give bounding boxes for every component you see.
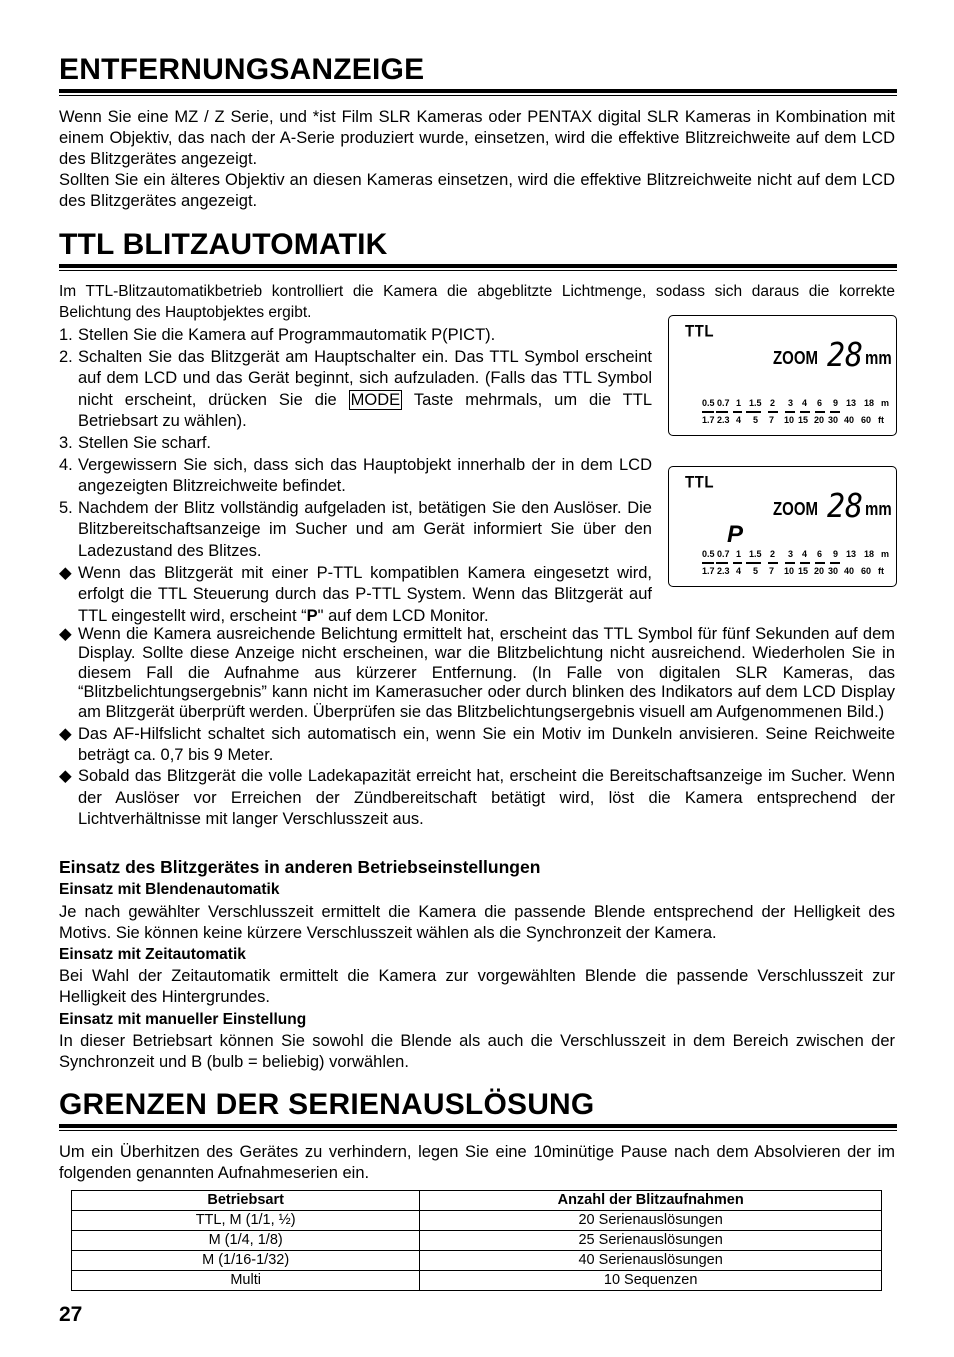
bullet-text: Wenn das Blitzgerät mit einer P-TTL kompatiblen Kamera eingesetzt wird, erfolgt die TTL Steuerung durch das P-TTL System. Wenn das Blitzgerät auf TTL eingestellt wird, erscheint “	[78, 563, 652, 625]
paragraph: Im TTL-Blitzautomatikbetrieb kontrolliert die Kamera die abgeblitzte Lichtmenge, sodass sich daraus die korrekte Belichtung des Hauptobjektes ergibt.	[59, 283, 895, 321]
paragraph: Bei Wahl der Zeitautomatik ermittelt die Kamera zur vorgewählten Blende die passende Verschlusszeit zur Helligkeit des Hintergrundes.	[59, 967, 895, 1006]
table-row	[72, 1251, 882, 1271]
scale-tick-label: 1.7	[702, 566, 715, 576]
scale-tick-label: 4	[802, 398, 808, 408]
scale-tick-label: 30	[828, 415, 839, 425]
scale-tick-label: 20	[814, 415, 825, 425]
scale-tick-label: 0.7	[717, 549, 730, 559]
lcd-display-pttl	[668, 466, 897, 587]
scale-segment	[800, 562, 810, 564]
scale-tick-label: 2	[770, 398, 776, 408]
table-header: Anzahl der Blitzaufnahmen	[420, 1191, 882, 1211]
scale-tick-label: 15	[798, 415, 809, 425]
scale-tick-label: 3	[788, 398, 794, 408]
lcd-ttl-label: TTL	[685, 473, 714, 492]
lcd-ttl-label: TTL	[685, 322, 714, 341]
section-title-grenzen: GRENZEN DER SERIENAUSLÖSUNG	[59, 1088, 595, 1121]
steps-list	[59, 325, 652, 627]
step-text: Stellen Sie die Kamera auf Programmautomatik P(PICT).	[78, 326, 496, 344]
scale-tick-label: 30	[828, 566, 839, 576]
step-text: Taste mehrmals, um die TTL Betriebsart zu wählen).	[78, 390, 653, 431]
paragraph: In dieser Betriebsart können Sie sowohl die Blende als auch die Verschlusszeit in dem Bereich zwischen der Synchronzeit und B (bulb = beliebig) vorwählen.	[59, 1032, 895, 1071]
step-text: Schalten Sie das Blitzgerät am Hauptschalter ein. Das TTL Symbol erscheint auf dem LCD und das Gerät beginnt, sich aufzuladen. (Falls das TTL Symbol nicht erscheint, drücken Sie die	[78, 347, 652, 409]
scale-tick-label: 2.3	[717, 415, 730, 425]
paragraph: Je nach gewählter Verschlusszeit ermittelt die Kamera die passende Blende entsprechend der Helligkeit des Motivs. Sie können keine kürzere Verschlusszeit wählen als die Synchronzeit der Kamera.	[59, 903, 895, 942]
table-header-row	[72, 1191, 882, 1211]
bullet-text: Wenn die Kamera ausreichende Belichtung ermittelt hat, erscheint das TTL Symbol für fünf Sekunden auf dem Display. Sollte diese Anzeige nicht erscheinen, war die Blitzbelichtung nicht ausreichend. Wiederholen Sie in diesem Fall die Aufnahme aus kürzerer Entfernung. (In Falle von digitalen SLR Kameras, das “Blitzbelichtungsergebnis” kann nicht im Kamerasucher oder durch blinken des Indikators auf dem LCD Display am Blitzgerät überprüft werden. Überprüfen sie das Blitzbelichtungsergebnis visuell am Aufgenommenen Bild.)	[78, 625, 895, 721]
bullet-text: " auf dem LCD Monitor.	[317, 606, 489, 625]
scale-tick-label: 5	[753, 415, 759, 425]
table-cell: M (1/16-1/32)	[72, 1251, 420, 1271]
list-item	[59, 433, 652, 455]
lcd-mm-label: mm	[865, 348, 892, 369]
lcd-mm-label: mm	[865, 499, 892, 520]
table-cell: 40 Serienauslösungen	[420, 1251, 882, 1271]
step-text: Nachdem der Blitz vollständig aufgeladen ist, betätigen Sie den Auslöser. Die Blitzbereitschaftsanzeige im Sucher und am Gerät informiert Sie über den Ladezustand des Blitzes.	[78, 498, 652, 560]
scale-segment	[768, 562, 778, 564]
scale-segment	[746, 562, 761, 564]
scale-tick-label: 6	[817, 549, 823, 559]
scale-tick-label: 4	[736, 415, 742, 425]
mode-title: Einsatz mit manueller Einstellung	[59, 1011, 307, 1028]
scale-tick-label: 7	[769, 566, 775, 576]
table-cell: Multi	[72, 1271, 420, 1291]
page-number: 27	[59, 1303, 83, 1326]
scale-segment	[702, 562, 714, 564]
scale-tick-label: 13	[846, 549, 857, 559]
scale-tick-label: 2	[770, 549, 776, 559]
section-title-entfernung: ENTFERNUNGSANZEIGE	[59, 53, 425, 86]
step-number: 1.	[59, 326, 73, 344]
scale-tick-label: 9	[833, 549, 839, 559]
scale-tick-label: 4	[736, 566, 742, 576]
scale-tick-label: 1.5	[749, 398, 762, 408]
step-number: 4.	[59, 455, 73, 474]
scale-segment	[716, 411, 728, 413]
list-item	[59, 625, 895, 722]
list-item	[59, 325, 652, 347]
lcd-zoom-label: ZOOM	[773, 499, 818, 520]
list-item	[59, 563, 652, 628]
scale-tick-label: 0.5	[702, 398, 715, 408]
bullet-diamond-icon: ◆	[59, 625, 72, 643]
scale-tick-label: 60	[861, 415, 872, 425]
scale-tick-label: m	[881, 398, 890, 408]
list-item	[59, 347, 652, 433]
scale-tick-label: 18	[864, 549, 875, 559]
scale-tick-label: m	[881, 549, 890, 559]
title-rule	[59, 89, 897, 96]
paragraph: Sollten Sie ein älteres Objektiv an diesen Kameras einsetzen, wird die effektive Blitzreichweite nicht auf dem LCD des Blitzgerätes angezeigt.	[59, 171, 895, 210]
bullet-text: Das AF-Hilfslicht schaltet sich automatisch ein, wenn Sie ein Motiv im Dunkeln anvisieren. Seine Reichweite beträgt ca. 0,7 bis 9 Meter.	[78, 725, 895, 765]
scale-segment	[702, 411, 714, 413]
p-symbol-text: P	[306, 606, 318, 625]
scale-segment	[815, 411, 825, 413]
table-row	[72, 1271, 882, 1291]
title-rule	[59, 1124, 897, 1131]
scale-tick-label: 13	[846, 398, 857, 408]
paragraph: Um ein Überhitzen des Gerätes zu verhindern, legen Sie eine 10minütige Pause nach dem Absolvieren der im folgenden genannten Aufnahmeserien ein.	[59, 1143, 895, 1182]
lcd-distance-scale	[702, 398, 892, 430]
scale-tick-label: 60	[861, 566, 872, 576]
scale-segment	[768, 411, 778, 413]
step-number: 5.	[59, 498, 73, 517]
bullet-text: Sobald das Blitzgerät die volle Ladekapazität erreicht hat, erscheint die Bereitschaftsanzeige im Sucher. Wenn der Auslöser vor Erreichen der Zündbereitschaft betätigt wird, löst die Kamera entsprechend der Lichtverhältnisse mit langer Verschlusszeit aus.	[78, 767, 895, 829]
scale-tick-label: 1	[736, 549, 742, 559]
scale-tick-label: 18	[864, 398, 875, 408]
scale-tick-label: 1	[736, 398, 742, 408]
list-item	[59, 455, 652, 498]
lcd-focal-length: 28	[827, 487, 864, 526]
lcd-zoom-label: ZOOM	[773, 348, 818, 369]
scale-tick-label: 10	[784, 415, 795, 425]
list-item	[59, 724, 895, 766]
title-rule	[59, 264, 897, 271]
scale-segment	[716, 562, 728, 564]
scale-tick-label: 40	[844, 415, 855, 425]
lcd-distance-scale	[702, 549, 892, 581]
step-number: 3.	[59, 433, 73, 452]
scale-tick-label: 1.5	[749, 549, 762, 559]
scale-tick-label: 0.5	[702, 549, 715, 559]
list-item	[59, 766, 895, 831]
scale-segment	[830, 562, 840, 564]
table-row	[72, 1211, 882, 1231]
scale-segment	[815, 562, 825, 564]
scale-tick-label: 1.7	[702, 415, 715, 425]
scale-tick-label: ft	[878, 415, 884, 425]
bullet-diamond-icon: ◆	[59, 563, 72, 582]
table-header: Betriebsart	[72, 1191, 420, 1211]
table-cell: 25 Serienauslösungen	[420, 1231, 882, 1251]
table-cell: TTL, M (1/1, ½)	[72, 1211, 420, 1231]
table-cell: 20 Serienauslösungen	[420, 1211, 882, 1231]
scale-tick-label: 20	[814, 566, 825, 576]
scale-segment	[785, 411, 795, 413]
scale-tick-label: 2.3	[717, 566, 730, 576]
bullet-diamond-icon: ◆	[59, 725, 72, 744]
scale-segment	[746, 411, 761, 413]
scale-tick-label: ft	[878, 566, 884, 576]
step-number: 2.	[59, 347, 73, 366]
lcd-display-ttl	[668, 315, 897, 436]
lcd-p-symbol: P	[727, 521, 744, 548]
scale-segment	[733, 411, 742, 413]
scale-tick-label: 3	[788, 549, 794, 559]
bullet-diamond-icon: ◆	[59, 767, 72, 786]
scale-tick-label: 10	[784, 566, 795, 576]
bullet-list	[59, 625, 895, 831]
scale-tick-label: 15	[798, 566, 809, 576]
scale-tick-label: 40	[844, 566, 855, 576]
scale-segment	[800, 411, 810, 413]
step-text: Stellen Sie scharf.	[78, 433, 211, 452]
table-cell: M (1/4, 1/8)	[72, 1231, 420, 1251]
list-item	[59, 498, 652, 563]
step-text: Vergewissern Sie sich, dass sich das Hauptobjekt innerhalb der in dem LCD angezeigten Blitzreichweite befindet.	[78, 455, 652, 496]
subsection-heading: Einsatz des Blitzgerätes in anderen Betriebseinstellungen	[59, 857, 541, 877]
scale-segment	[785, 562, 795, 564]
scale-segment	[830, 411, 840, 413]
series-limit-table	[71, 1190, 882, 1291]
mode-title: Einsatz mit Blendenautomatik	[59, 881, 280, 898]
mode-key-label: MODE	[350, 390, 401, 409]
scale-tick-label: 4	[802, 549, 808, 559]
mode-title: Einsatz mit Zeitautomatik	[59, 946, 246, 963]
table-row	[72, 1231, 882, 1251]
scale-tick-label: 5	[753, 566, 759, 576]
table-cell: 10 Sequenzen	[420, 1271, 882, 1291]
scale-segment	[733, 562, 742, 564]
paragraph: Wenn Sie eine MZ / Z Serie, und *ist Film SLR Kameras oder PENTAX digital SLR Kameras in Kombination mit einem Objektiv, das nach der A-Serie produziert wurde, einsetzen, wird die effektive Blitzreichweite auf dem LCD des Blitzgerätes angezeigt.	[59, 108, 895, 168]
scale-tick-label: 7	[769, 415, 775, 425]
section-title-ttl: TTL BLITZAUTOMATIK	[59, 228, 388, 261]
scale-tick-label: 0.7	[717, 398, 730, 408]
scale-tick-label: 6	[817, 398, 823, 408]
lcd-focal-length: 28	[827, 336, 864, 375]
scale-tick-label: 9	[833, 398, 839, 408]
